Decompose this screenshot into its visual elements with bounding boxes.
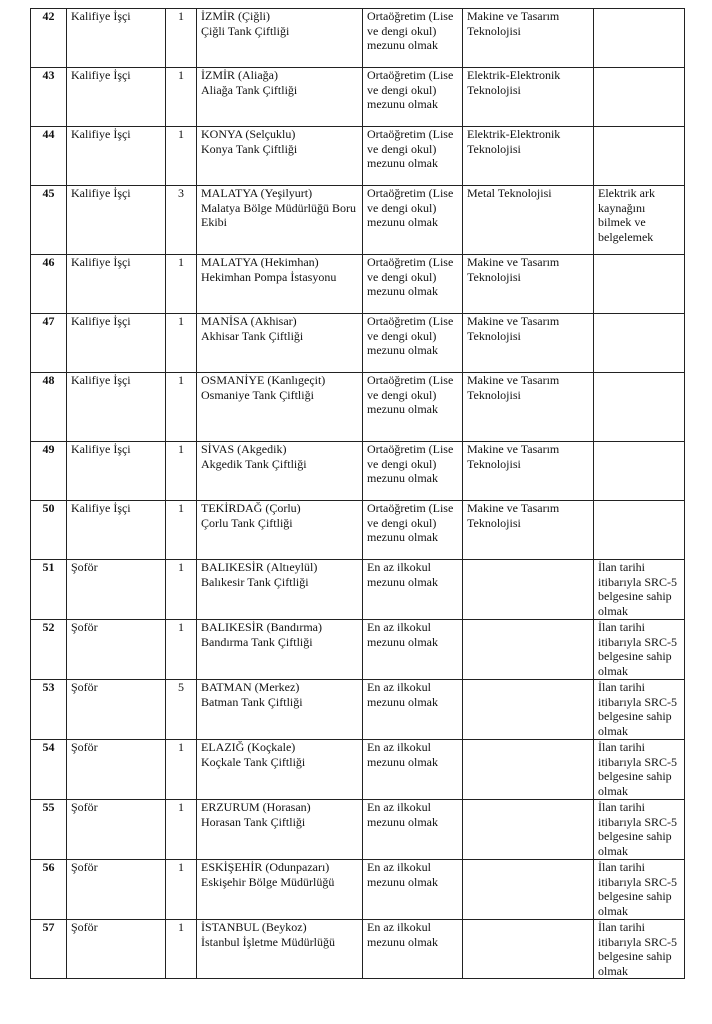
extra-requirement — [594, 800, 685, 860]
position-count-text: 1 — [178, 442, 184, 456]
row-number — [31, 127, 67, 186]
education-requirement-text: Ortaöğretim (Lise ve dengi okul) mezunu olmak — [367, 501, 454, 545]
table-row — [31, 186, 685, 255]
position-count — [166, 501, 197, 560]
department-requirement — [463, 68, 594, 127]
education-requirement — [363, 860, 463, 920]
education-requirement — [363, 68, 463, 127]
position-title-text: Kalifiye İşçi — [71, 9, 131, 23]
position-title-text: Şoför — [71, 800, 98, 814]
location-cell — [197, 373, 363, 442]
position-count-text: 1 — [178, 9, 184, 23]
position-title-text: Şoför — [71, 620, 98, 634]
table-row — [31, 255, 685, 314]
education-requirement — [363, 740, 463, 800]
education-requirement — [363, 800, 463, 860]
extra-requirement — [594, 920, 685, 979]
extra-requirement — [594, 501, 685, 560]
location-unit: Koçkale Tank Çiftliği — [201, 754, 306, 769]
position-count — [166, 255, 197, 314]
position-title — [67, 501, 166, 560]
education-requirement — [363, 255, 463, 314]
department-requirement — [463, 255, 594, 314]
position-title — [67, 127, 166, 186]
position-count — [166, 560, 197, 620]
location-city: SİVAS (Akgedik) — [201, 442, 287, 456]
position-title-text: Kalifiye İşçi — [71, 373, 131, 387]
education-requirement-text: Ortaöğretim (Lise ve dengi okul) mezunu olmak — [367, 255, 454, 299]
extra-requirement — [594, 68, 685, 127]
extra-requirement — [594, 9, 685, 68]
row-number-text: 54 — [42, 740, 55, 754]
row-number — [31, 680, 67, 740]
position-title — [67, 860, 166, 920]
position-title-text: Kalifiye İşçi — [71, 314, 131, 328]
location-unit: Konya Tank Çiftliği — [201, 141, 298, 156]
extra-requirement-text: Elektrik ark kaynağını bilmek ve belgelemek — [598, 186, 655, 244]
table-row — [31, 373, 685, 442]
department-requirement — [463, 620, 594, 680]
education-requirement-text: Ortaöğretim (Lise ve dengi okul) mezunu olmak — [367, 186, 454, 230]
extra-requirement — [594, 560, 685, 620]
extra-requirement-text: İlan tarihi itibarıyla SRC-5 belgesine sahip olmak — [598, 680, 677, 738]
position-count — [166, 9, 197, 68]
row-number-text: 42 — [42, 9, 55, 23]
education-requirement — [363, 373, 463, 442]
position-title — [67, 9, 166, 68]
location-cell — [197, 560, 363, 620]
row-number-text: 56 — [42, 860, 55, 874]
position-title — [67, 314, 166, 373]
position-title — [67, 373, 166, 442]
department-requirement-text: Elektrik-Elektronik Teknolojisi — [467, 127, 561, 156]
position-count — [166, 680, 197, 740]
location-unit: Eskişehir Bölge Müdürlüğü — [201, 874, 335, 889]
location-city: MANİSA (Akhisar) — [201, 314, 297, 328]
position-count — [166, 373, 197, 442]
position-count — [166, 860, 197, 920]
position-title-text: Şoför — [71, 860, 98, 874]
row-number-text: 45 — [42, 186, 55, 200]
row-number — [31, 9, 67, 68]
position-count-text: 1 — [178, 127, 184, 141]
department-requirement — [463, 373, 594, 442]
education-requirement — [363, 620, 463, 680]
position-title-text: Kalifiye İşçi — [71, 442, 131, 456]
education-requirement — [363, 442, 463, 501]
education-requirement-text: Ortaöğretim (Lise ve dengi okul) mezunu olmak — [367, 373, 454, 417]
department-requirement-text: Makine ve Tasarım Teknolojisi — [467, 442, 560, 471]
position-title — [67, 68, 166, 127]
extra-requirement — [594, 860, 685, 920]
location-unit: Aliağa Tank Çiftliği — [201, 82, 298, 97]
education-requirement-text: Ortaöğretim (Lise ve dengi okul) mezunu olmak — [367, 9, 454, 53]
location-cell — [197, 620, 363, 680]
extra-requirement — [594, 255, 685, 314]
table-row — [31, 920, 685, 979]
location-unit: Bandırma Tank Çiftliği — [201, 634, 313, 649]
position-count-text: 1 — [178, 740, 184, 754]
position-count-text: 5 — [178, 680, 184, 694]
position-title-text: Şoför — [71, 560, 98, 574]
position-count — [166, 920, 197, 979]
department-requirement — [463, 442, 594, 501]
location-city: İZMİR (Çiğli) — [201, 9, 270, 23]
location-city: MALATYA (Yeşilyurt) — [201, 186, 313, 200]
location-city: BALIKESİR (Altıeylül) — [201, 560, 318, 574]
position-count-text: 1 — [178, 255, 184, 269]
education-requirement-text: En az ilkokul mezunu olmak — [367, 740, 438, 769]
department-requirement — [463, 186, 594, 255]
location-city: BATMAN (Merkez) — [201, 680, 300, 694]
location-cell — [197, 800, 363, 860]
table-row — [31, 68, 685, 127]
education-requirement-text: En az ilkokul mezunu olmak — [367, 620, 438, 649]
table-row — [31, 9, 685, 68]
education-requirement — [363, 920, 463, 979]
row-number-text: 57 — [42, 920, 55, 934]
extra-requirement — [594, 127, 685, 186]
position-title-text: Kalifiye İşçi — [71, 68, 131, 82]
position-count-text: 1 — [178, 68, 184, 82]
row-number — [31, 255, 67, 314]
table-row — [31, 314, 685, 373]
location-city: İZMİR (Aliağa) — [201, 68, 278, 82]
extra-requirement — [594, 373, 685, 442]
position-count — [166, 620, 197, 680]
row-number — [31, 442, 67, 501]
position-count — [166, 127, 197, 186]
department-requirement-text: Makine ve Tasarım Teknolojisi — [467, 314, 560, 343]
position-title-text: Kalifiye İşçi — [71, 501, 131, 515]
department-requirement — [463, 127, 594, 186]
extra-requirement-text: İlan tarihi itibarıyla SRC-5 belgesine sahip olmak — [598, 560, 677, 618]
row-number — [31, 373, 67, 442]
education-requirement-text: En az ilkokul mezunu olmak — [367, 800, 438, 829]
row-number — [31, 740, 67, 800]
location-cell — [197, 9, 363, 68]
position-title — [67, 920, 166, 979]
location-cell — [197, 442, 363, 501]
extra-requirement-text: İlan tarihi itibarıyla SRC-5 belgesine sahip olmak — [598, 860, 677, 918]
row-number — [31, 68, 67, 127]
location-city: TEKİRDAĞ (Çorlu) — [201, 501, 301, 515]
education-requirement — [363, 314, 463, 373]
row-number-text: 53 — [42, 680, 55, 694]
location-unit: Batman Tank Çiftliği — [201, 694, 303, 709]
education-requirement-text: En az ilkokul mezunu olmak — [367, 560, 438, 589]
extra-requirement-text: İlan tarihi itibarıyla SRC-5 belgesine sahip olmak — [598, 800, 677, 858]
extra-requirement — [594, 314, 685, 373]
position-title — [67, 186, 166, 255]
position-title — [67, 680, 166, 740]
location-city: ESKİŞEHİR (Odunpazarı) — [201, 860, 330, 874]
location-cell — [197, 186, 363, 255]
department-requirement — [463, 800, 594, 860]
position-title — [67, 800, 166, 860]
extra-requirement-text: İlan tarihi itibarıyla SRC-5 belgesine sahip olmak — [598, 620, 677, 678]
education-requirement — [363, 9, 463, 68]
position-count-text: 1 — [178, 314, 184, 328]
education-requirement-text: En az ilkokul mezunu olmak — [367, 680, 438, 709]
row-number-text: 47 — [42, 314, 55, 328]
position-count-text: 1 — [178, 373, 184, 387]
position-count — [166, 800, 197, 860]
education-requirement-text: Ortaöğretim (Lise ve dengi okul) mezunu olmak — [367, 442, 454, 486]
extra-requirement-text: İlan tarihi itibarıyla SRC-5 belgesine sahip olmak — [598, 920, 677, 978]
location-city: İSTANBUL (Beykoz) — [201, 920, 307, 934]
table-row — [31, 740, 685, 800]
position-count — [166, 68, 197, 127]
row-number-text: 50 — [42, 501, 55, 515]
row-number-text: 43 — [42, 68, 55, 82]
department-requirement — [463, 9, 594, 68]
position-title-text: Şoför — [71, 740, 98, 754]
education-requirement — [363, 127, 463, 186]
education-requirement-text: Ortaöğretim (Lise ve dengi okul) mezunu olmak — [367, 68, 454, 112]
position-count-text: 1 — [178, 560, 184, 574]
row-number — [31, 860, 67, 920]
location-unit: Balıkesir Tank Çiftliği — [201, 574, 309, 589]
location-city: BALIKESİR (Bandırma) — [201, 620, 322, 634]
location-city: MALATYA (Hekimhan) — [201, 255, 319, 269]
extra-requirement — [594, 620, 685, 680]
position-count — [166, 314, 197, 373]
department-requirement-text: Makine ve Tasarım Teknolojisi — [467, 373, 560, 402]
location-cell — [197, 314, 363, 373]
education-requirement — [363, 680, 463, 740]
table-row — [31, 127, 685, 186]
education-requirement-text: Ortaöğretim (Lise ve dengi okul) mezunu olmak — [367, 314, 454, 358]
row-number — [31, 800, 67, 860]
position-count-text: 1 — [178, 800, 184, 814]
position-count — [166, 442, 197, 501]
row-number-text: 51 — [42, 560, 55, 574]
extra-requirement — [594, 186, 685, 255]
row-number-text: 48 — [42, 373, 55, 387]
department-requirement — [463, 920, 594, 979]
row-number-text: 49 — [42, 442, 55, 456]
row-number — [31, 920, 67, 979]
location-unit: Çorlu Tank Çiftliği — [201, 515, 293, 530]
education-requirement — [363, 501, 463, 560]
department-requirement-text: Makine ve Tasarım Teknolojisi — [467, 255, 560, 284]
row-number-text: 46 — [42, 255, 55, 269]
department-requirement — [463, 560, 594, 620]
location-unit: Osmaniye Tank Çiftliği — [201, 387, 314, 402]
row-number-text: 55 — [42, 800, 55, 814]
row-number — [31, 314, 67, 373]
location-unit: İstanbul İşletme Müdürlüğü — [201, 934, 335, 949]
location-unit: Horasan Tank Çiftliği — [201, 814, 306, 829]
position-title — [67, 255, 166, 314]
location-cell — [197, 255, 363, 314]
extra-requirement — [594, 442, 685, 501]
table-row — [31, 680, 685, 740]
education-requirement-text: En az ilkokul mezunu olmak — [367, 920, 438, 949]
extra-requirement — [594, 740, 685, 800]
education-requirement — [363, 560, 463, 620]
department-requirement — [463, 860, 594, 920]
location-cell — [197, 501, 363, 560]
location-cell — [197, 740, 363, 800]
position-title — [67, 442, 166, 501]
department-requirement-text: Makine ve Tasarım Teknolojisi — [467, 9, 560, 38]
location-cell — [197, 680, 363, 740]
position-count-text: 3 — [178, 186, 184, 200]
position-count — [166, 740, 197, 800]
department-requirement — [463, 740, 594, 800]
position-title-text: Kalifiye İşçi — [71, 186, 131, 200]
education-requirement — [363, 186, 463, 255]
location-cell — [197, 920, 363, 979]
location-cell — [197, 860, 363, 920]
table-body — [31, 9, 685, 979]
location-city: ERZURUM (Horasan) — [201, 800, 311, 814]
position-title — [67, 740, 166, 800]
location-cell — [197, 68, 363, 127]
location-unit: Çiğli Tank Çiftliği — [201, 23, 290, 38]
table-row — [31, 442, 685, 501]
department-requirement-text: Metal Teknolojisi — [467, 186, 552, 200]
location-unit: Akgedik Tank Çiftliği — [201, 456, 307, 471]
position-count-text: 1 — [178, 860, 184, 874]
location-cell — [197, 127, 363, 186]
position-title — [67, 620, 166, 680]
position-count — [166, 186, 197, 255]
department-requirement — [463, 501, 594, 560]
table-row — [31, 800, 685, 860]
location-city: OSMANİYE (Kanlıgeçit) — [201, 373, 326, 387]
education-requirement-text: En az ilkokul mezunu olmak — [367, 860, 438, 889]
table-row — [31, 501, 685, 560]
position-title-text: Şoför — [71, 680, 98, 694]
position-count-text: 1 — [178, 620, 184, 634]
location-unit: Malatya Bölge Müdürlüğü Boru Ekibi — [201, 200, 356, 230]
extra-requirement — [594, 680, 685, 740]
table-row — [31, 620, 685, 680]
department-requirement — [463, 314, 594, 373]
education-requirement-text: Ortaöğretim (Lise ve dengi okul) mezunu olmak — [367, 127, 454, 171]
extra-requirement-text: İlan tarihi itibarıyla SRC-5 belgesine sahip olmak — [598, 740, 677, 798]
position-title-text: Kalifiye İşçi — [71, 127, 131, 141]
table-row — [31, 560, 685, 620]
row-number — [31, 560, 67, 620]
position-title-text: Şoför — [71, 920, 98, 934]
row-number — [31, 501, 67, 560]
job-listing-table — [30, 8, 685, 979]
table-row — [31, 860, 685, 920]
department-requirement — [463, 680, 594, 740]
location-city: ELAZIĞ (Koçkale) — [201, 740, 296, 754]
department-requirement-text: Makine ve Tasarım Teknolojisi — [467, 501, 560, 530]
department-requirement-text: Elektrik-Elektronik Teknolojisi — [467, 68, 561, 97]
position-title — [67, 560, 166, 620]
location-unit: Akhisar Tank Çiftliği — [201, 328, 304, 343]
row-number — [31, 186, 67, 255]
position-count-text: 1 — [178, 501, 184, 515]
position-title-text: Kalifiye İşçi — [71, 255, 131, 269]
row-number — [31, 620, 67, 680]
position-count-text: 1 — [178, 920, 184, 934]
location-unit: Hekimhan Pompa İstasyonu — [201, 269, 337, 284]
row-number-text: 44 — [42, 127, 55, 141]
row-number-text: 52 — [42, 620, 55, 634]
location-city: KONYA (Selçuklu) — [201, 127, 296, 141]
